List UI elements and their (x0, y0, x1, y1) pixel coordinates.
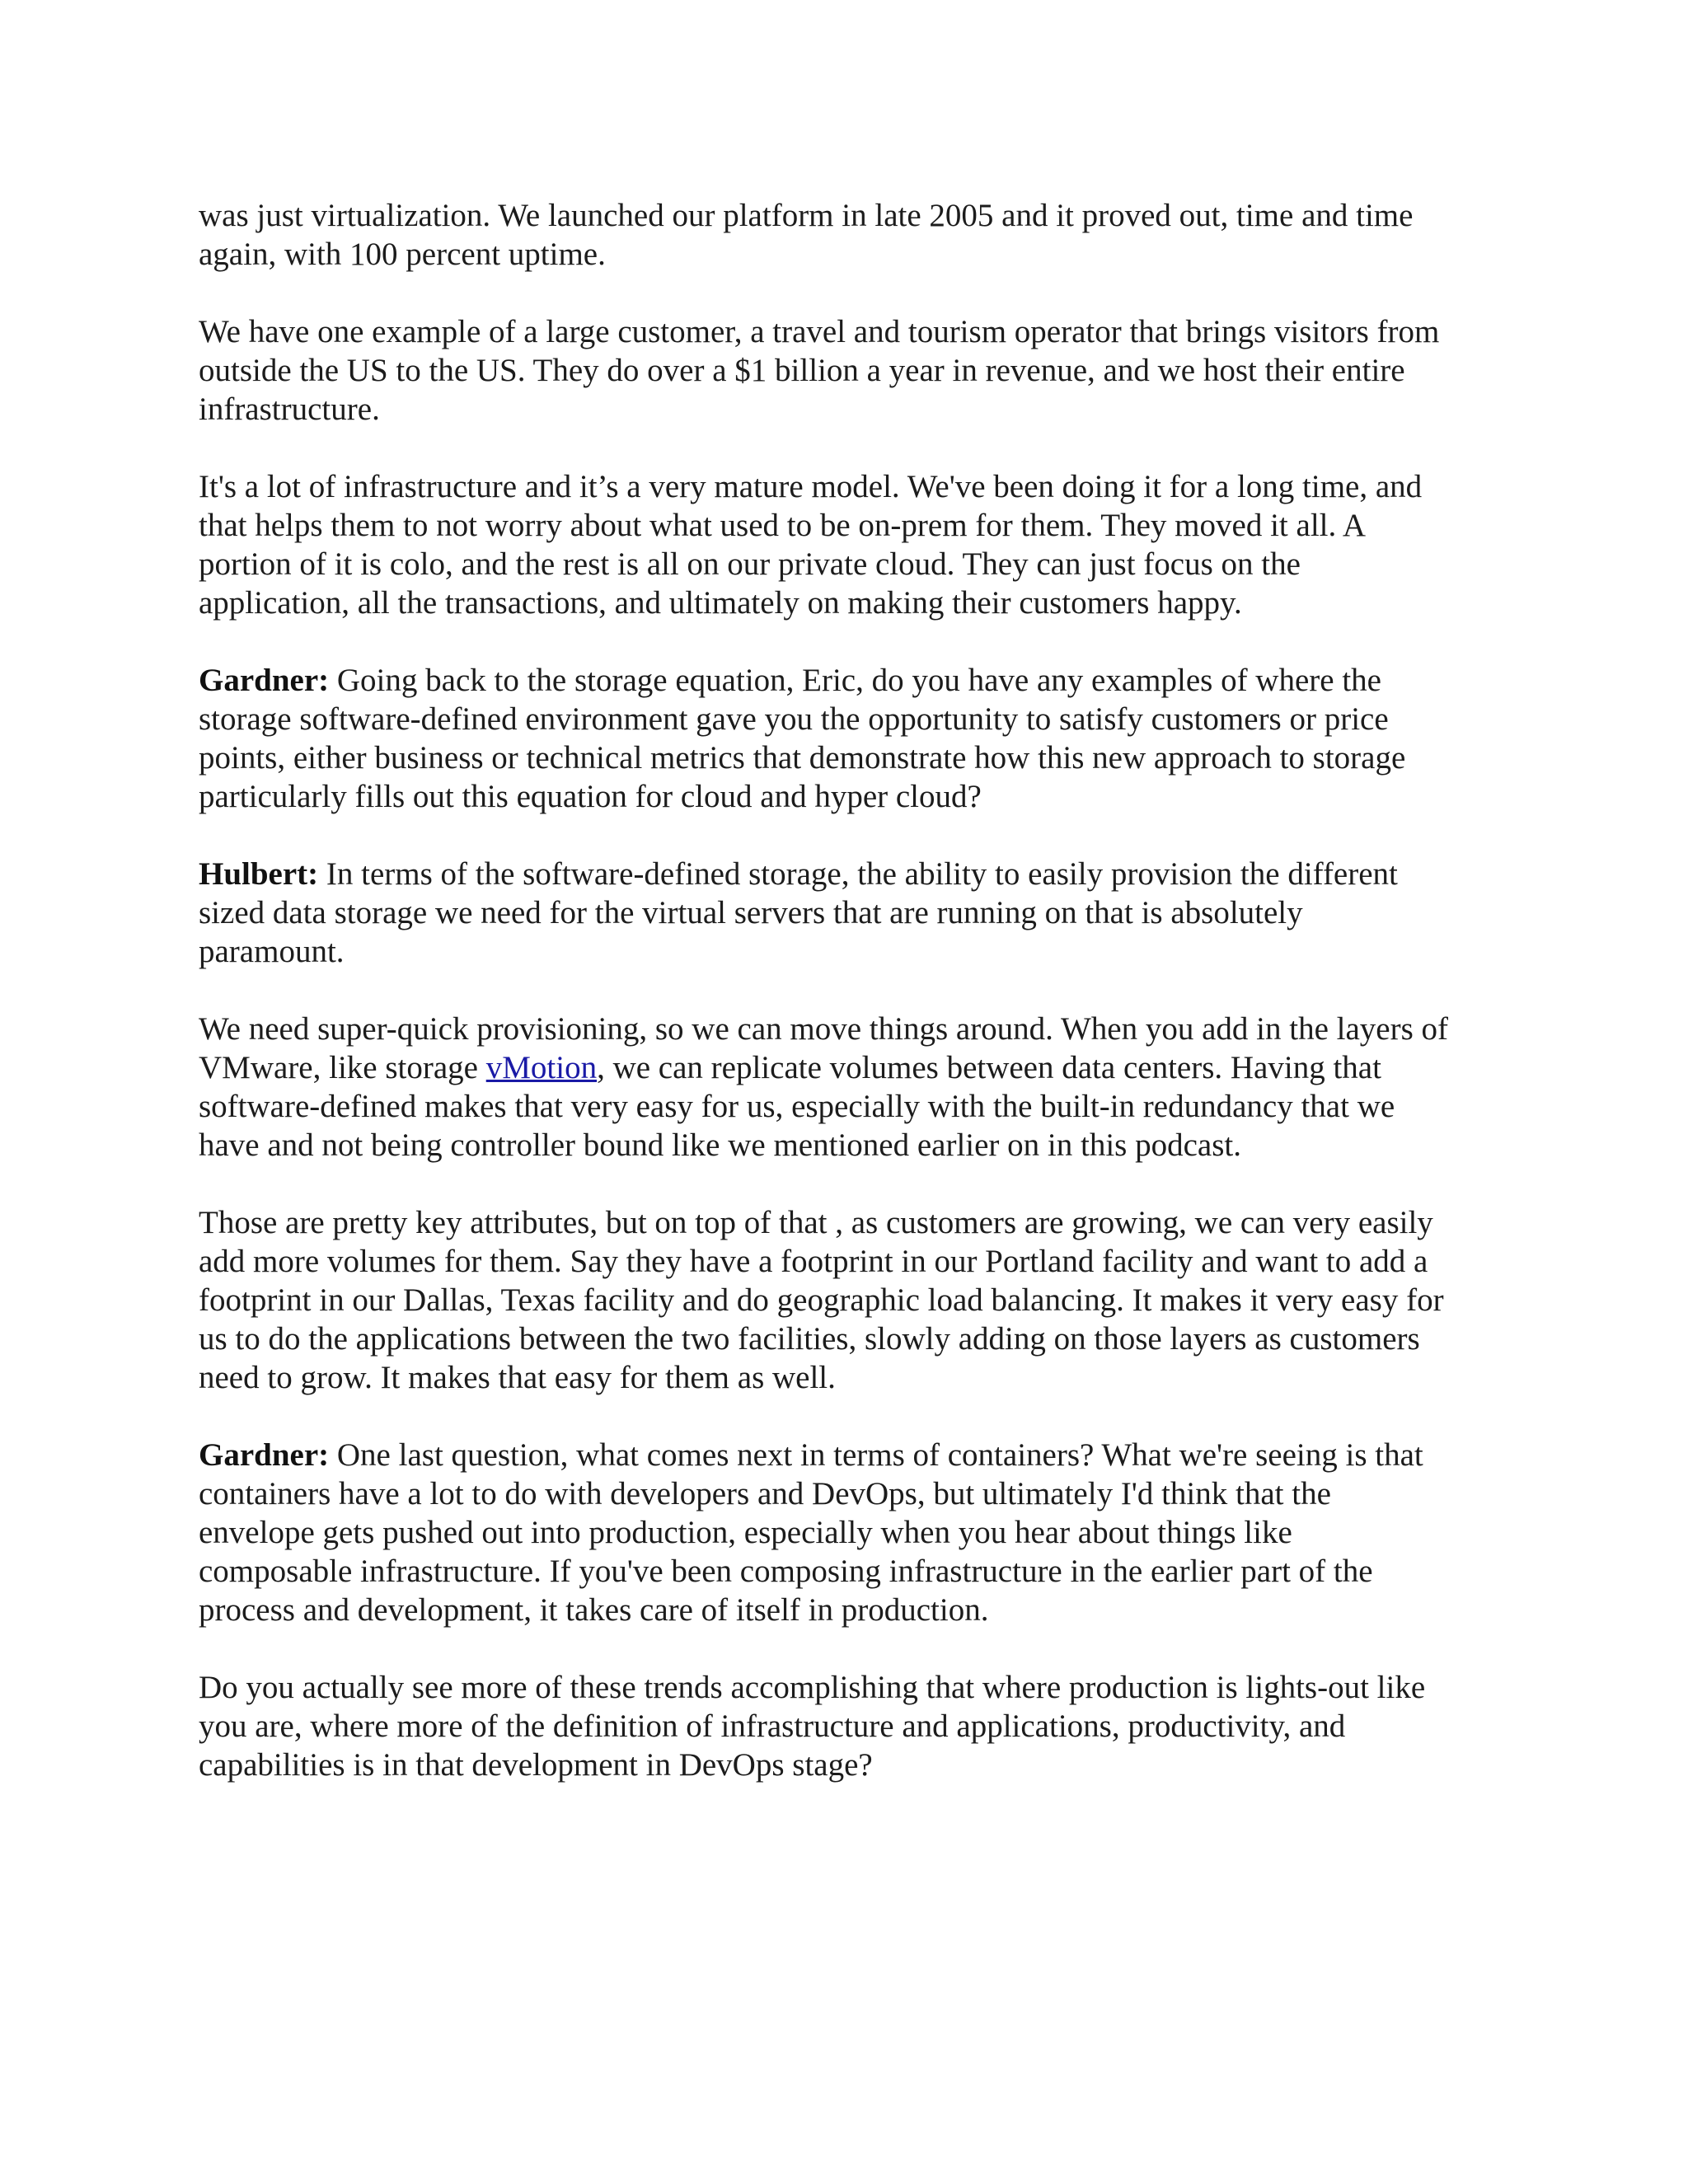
paragraph (199, 855, 1501, 971)
paragraph-text: One last question, what comes next in terms of containers? What we're seeing is that containers have a lot to do with developers and DevOps, but ultimately I'd think that the envelope gets pushed out into production, especially when you hear about things like composable infrastructure. If you've been composing infrastructure in the earlier part of the process and development, it takes care of itself in production. (199, 1437, 1423, 1628)
speaker-label: Gardner: (199, 663, 330, 698)
paragraph-text: , we can replicate volumes between data centers. Having that software-defined makes that very easy for us, especially with the built-in redundancy that we have and not being controller bound like we mentioned earlier on in this podcast. (199, 1050, 1395, 1163)
paragraph: Those are pretty key attributes, but on top of that , as customers are growing, we can very easily add more volumes for them. Say they have a footprint in our Portland facility and want to add a footprint in our Dallas, Texas facility and do geographic load balancing. It makes it very easy for us to do the applications between the two facilities, slowly adding on those layers as customers need to grow. It makes that easy for them as well. (199, 1205, 1444, 1395)
paragraph-text: Going back to the storage equation, Eric, do you have any examples of where the storage software-defined environment gave you the opportunity to satisfy customers or price points, either business or technical metrics that demonstrate how this new approach to storage particularly fills out this equation for cloud and hyper cloud? (199, 663, 1406, 814)
paragraph: was just virtualization. We launched our platform in late 2005 and it proved out, time and time again, with 100 percent uptime. (199, 198, 1414, 272)
vmotion-link[interactable]: vMotion (485, 1050, 598, 1085)
paragraph: Do you actually see more of these trends accomplishing that where production is lights-out like you are, where more of the definition of infrastructure and applications, productivity, and capabilities is in that development in DevOps stage? (199, 1670, 1426, 1783)
paragraph: It's a lot of infrastructure and it’s a very mature model. We've been doing it for a long time, and that helps them to not worry about what used to be on-prem for them. They moved it all. A portion of it is colo, and the rest is all on our private cloud. They can just focus on the application, all the transactions, and ultimately on making their customers happy. (199, 469, 1423, 621)
paragraph (199, 1436, 1501, 1629)
paragraph: We have one example of a large customer, a travel and tourism operator that brings visitors from outside the US to the US. They do over a $1 billion a year in revenue, and we host their entire infrastructure. (199, 314, 1440, 427)
paragraph-text: In terms of the software-defined storage, the ability to easily provision the different sized data storage we need for the virtual servers that are running on that is absolutely paramount. (199, 856, 1398, 969)
document-page (199, 196, 1501, 1823)
paragraph (199, 661, 1501, 816)
speaker-label: Gardner: (199, 1437, 330, 1473)
paragraph-text: We need super-quick provisioning, so we can move things around. When you add in the layers of VMware, like storage (199, 1011, 1448, 1085)
speaker-label: Hulbert: (199, 856, 319, 892)
paragraph (199, 1010, 1501, 1165)
